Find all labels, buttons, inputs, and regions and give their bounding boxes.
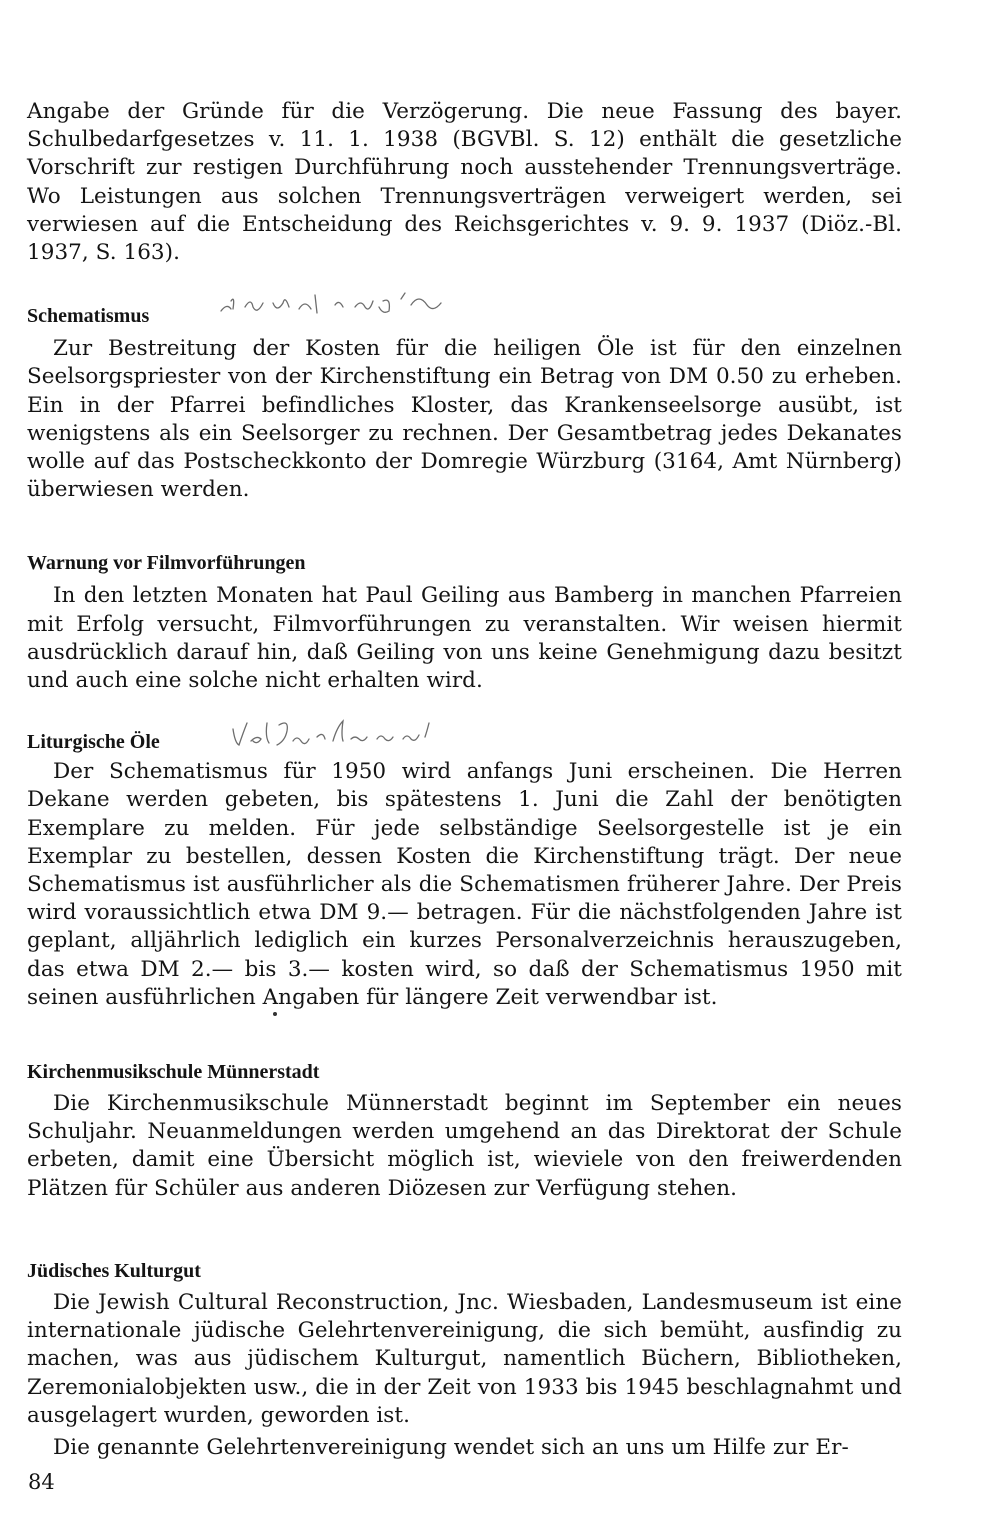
document-page <box>27 98 902 1462</box>
kirchenmusikschule-heading: Kirchenmusikschule Münnerstadt <box>27 1061 320 1084</box>
ink-dot <box>273 1012 277 1016</box>
schematismus-paragraph: Zur Bestreitung der Kosten für die heiligen Öle ist für den einzelnen Seelsorgspriester von der Kirchenstiftung ein Betrag von DM 0.50 zu erheben. Ein in der Pfarrei befindliches Kloster, das Krankenseelsorge ausübt, ist wenigstens als ein Seelsorger zu rechnen. Der Gesamtbetrag jedes Dekanates wolle auf das Postscheckkonto der Domregie Würzburg (3164, Amt Nürnberg) überwiesen werden. <box>27 336 902 503</box>
juedisches-kulturgut-heading: Jüdisches Kulturgut <box>27 1259 201 1282</box>
schematismus-heading <box>27 303 902 329</box>
warnung-paragraph: In den letzten Monaten hat Paul Geiling aus Bamberg in manchen Pfarreien mit Erfolg versucht, Filmvorführungen zu veranstalten. Wir weisen hiermit ausdrücklich darauf hin, daß Geiling von uns keine Genehmigung dazu besitzt und auch eine solche nicht erhalten wird. <box>27 583 902 694</box>
schematismus-heading-text: Schematismus <box>27 305 150 328</box>
kirchenmusikschule-paragraph: Die Kirchenmusikschule Münnerstadt beginnt im September ein neues Schuljahr. Neuanmeldungen werden umgehend an das Direktorat der Schule erbeten, damit eine Übersicht möglich ist, wieviele von den freiwerdenden Plätzen für Schüler aus anderen Diözesen zur Verfügung stehen. <box>27 1091 902 1201</box>
liturgische-oele-heading-text: Liturgische Öle <box>27 731 160 754</box>
liturgische-oele-heading <box>27 729 902 755</box>
juedisches-kulturgut-paragraph-2: Die genannte Gelehrtenvereinigung wendet sich an uns um Hilfe zur Er- <box>53 1434 849 1460</box>
handwritten-annotation-1 <box>215 287 455 321</box>
page-number: 84 <box>28 1470 55 1494</box>
intro-paragraph: Angabe der Gründe für die Verzögerung. Die neue Fassung des bayer. Schulbedarfgesetzes v. 11. 1. 1938 (BGVBl. S. 12) enthält die gesetzliche Vorschrift zur restigen Durchführung noch ausstehender Trennungsverträge. Wo Leistungen aus solchen Trennungsverträgen verweigert werden, sei verwiesen auf die Entscheidung des Reichsgerichtes v. 9. 9. 1937 (Diöz.-Bl. 1937, S. 163). <box>27 99 902 266</box>
liturgische-oele-paragraph: Der Schematismus für 1950 wird anfangs Juni erscheinen. Die Herren Dekane werden gebeten, bis spätestens 1. Juni die Zahl der benötigten Exemplare zu melden. Für jede selbständige Seelsorgestelle ist je ein Exemplar zu bestellen, dessen Kosten die Kirchenstiftung trägt. Der neue Schematismus ist ausführlicher als die Schematismen früherer Jahre. Der Preis wird voraussichtlich etwa DM 9.— betragen. Für die nächstfolgenden Jahre ist geplant, alljährlich lediglich ein kurzes Personalverzeichnis herauszugeben, das etwa DM 2.— bis 3.— kosten wird, so daß der Schematismus 1950 mit seinen ausführlichen Angaben für längere Zeit verwendbar ist. <box>27 759 902 1010</box>
handwritten-annotation-2 <box>227 715 467 753</box>
juedisches-kulturgut-paragraph-1: Die Jewish Cultural Reconstruction, Jnc. Wiesbaden, Landesmuseum ist eine internationale jüdische Gelehrtenvereinigung, die sich bemüht, ausfindig zu machen, was aus jüdischem Kulturgut, namentlich Büchern, Bibliotheken, Zeremonialobjekten usw., die in der Zeit von 1933 bis 1945 beschlagnahmt und ausgelagert wurden, geworden ist. <box>27 1289 902 1428</box>
warnung-heading: Warnung vor Filmvorführungen <box>27 552 306 575</box>
